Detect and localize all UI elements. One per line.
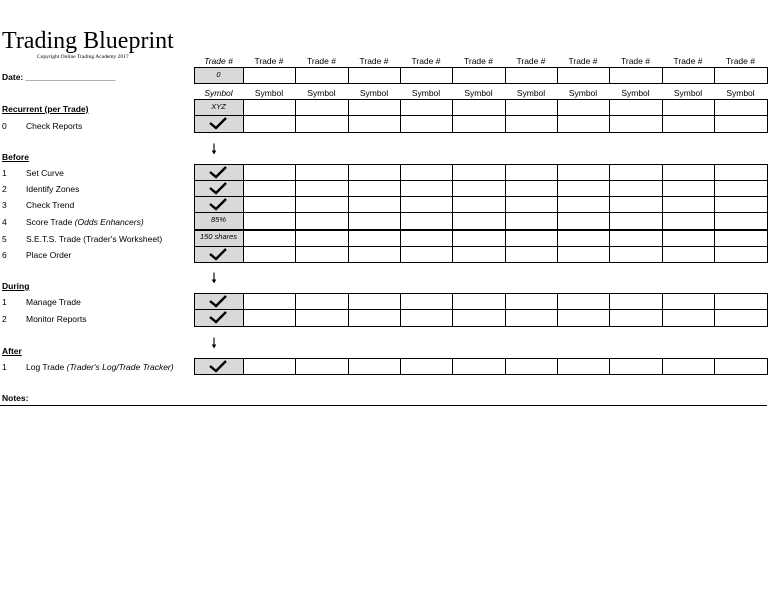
symbol-header: Symbol [621,88,650,98]
check-reports-cell[interactable] [400,115,453,133]
symbol-header: Symbol [726,88,755,98]
symbol-header: Symbol [254,88,284,98]
sets-trade-cell[interactable] [348,229,401,247]
symbol-cell[interactable] [243,99,296,116]
monitor-reports-cell[interactable] [243,309,296,327]
place-order-cell[interactable] [295,246,349,263]
identify-zones-cell[interactable] [348,180,401,197]
manage-trade-cell[interactable] [714,293,768,310]
identify-zones-cell[interactable] [557,180,610,197]
symbol-cell[interactable] [400,99,453,116]
step-log-trade: Log Trade (Trader's Log/Trade Tracker) [26,362,174,372]
step-number: 5 [2,234,7,244]
trade-number-header: Trade # [204,56,233,66]
log-trade-cell[interactable] [505,358,558,375]
trade-number-cell[interactable] [243,67,296,84]
check-trend-cell[interactable] [557,196,610,213]
trade-number-header: Trade # [254,56,284,66]
check-reports-cell[interactable] [243,115,296,133]
step-set-curve: Set Curve [26,168,64,178]
trade-number-value: 0 [216,70,221,79]
sets-trade-cell[interactable] [662,229,715,247]
step-sets-trade: S.E.T.S. Trade (Trader's Worksheet) [26,234,163,244]
symbol-cell[interactable] [714,99,768,116]
trade-number-cell[interactable] [452,67,506,84]
place-order-cell[interactable] [400,246,453,263]
place-order-cell[interactable] [609,246,663,263]
log-trade-cell[interactable] [714,358,768,375]
symbol-header: Symbol [204,88,233,98]
monitor-reports-cell[interactable] [557,309,610,327]
check-reports-cell[interactable] [348,115,401,133]
check-reports-cell[interactable] [295,115,349,133]
score-trade-cell[interactable] [348,212,401,230]
arrow-down-icon: 🠗 [211,335,218,351]
trade-number-cell[interactable] [662,67,715,84]
symbol-header: Symbol [464,88,493,98]
monitor-reports-cell[interactable] [505,309,558,327]
sets-trade-cell[interactable] [400,229,453,247]
identify-zones-cell[interactable] [714,180,768,197]
set-curve-cell[interactable] [452,164,506,181]
trade-number-header: Trade # [726,56,755,66]
step-manage-trade: Manage Trade [26,297,81,307]
manage-trade-cell[interactable] [243,293,296,310]
section-recurrent: Recurrent (per Trade) [2,104,89,114]
trade-number-cell[interactable] [348,67,401,84]
score-trade-cell[interactable] [452,212,506,230]
score-trade-value: 85% [210,215,226,224]
step-number: 6 [2,250,7,260]
log-trade-cell[interactable] [295,358,349,375]
trade-number-cell[interactable] [400,67,453,84]
trade-number-header: Trade # [359,56,389,66]
set-curve-cell[interactable] [557,164,610,181]
place-order-cell[interactable] [505,246,558,263]
symbol-header: Symbol [568,88,598,98]
step-number: 4 [2,217,7,227]
identify-zones-cell[interactable] [295,180,349,197]
identify-zones-cell[interactable] [400,180,453,197]
step-number: 0 [2,121,7,131]
notes-label: Notes: [2,393,29,403]
trade-number-cell[interactable] [714,67,768,84]
manage-trade-cell[interactable] [295,293,349,310]
symbol-value: XYZ [211,102,226,111]
set-curve-cell[interactable] [295,164,349,181]
set-curve-cell[interactable] [348,164,401,181]
step-check-trend: Check Trend [26,200,75,210]
check-trend-cell[interactable] [452,196,506,213]
place-order-cell[interactable] [243,246,296,263]
symbol-cell[interactable] [557,99,610,116]
check-trend-cell[interactable] [714,196,768,213]
check-trend-cell[interactable] [348,196,401,213]
log-trade-cell[interactable] [243,358,296,375]
log-trade-cell[interactable] [348,358,401,375]
trade-number-cell[interactable] [295,67,349,84]
trade-number-cell[interactable] [505,67,558,84]
trade-number-header: Trade # [464,56,493,66]
identify-zones-cell[interactable] [662,180,715,197]
check-reports-cell[interactable] [557,115,610,133]
check-reports-cell[interactable] [505,115,558,133]
monitor-reports-cell[interactable] [662,309,715,327]
checkmark-icon [208,181,228,195]
checkmark-icon [208,165,228,179]
check-reports-cell[interactable] [714,115,768,133]
set-curve-cell[interactable] [400,164,453,181]
log-trade-cell[interactable] [609,358,663,375]
manage-trade-cell[interactable] [348,293,401,310]
score-trade-cell[interactable] [243,212,296,230]
symbol-cell[interactable] [452,99,506,116]
section-after: After [2,346,22,356]
score-trade-cell[interactable] [295,212,349,230]
sets-trade-cell[interactable] [452,229,506,247]
score-trade-cell[interactable] [505,212,558,230]
symbol-header: Symbol [516,88,546,98]
symbol-cell[interactable] [295,99,349,116]
check-reports-cell[interactable] [662,115,715,133]
place-order-cell[interactable] [348,246,401,263]
checkmark-icon [208,197,228,211]
checkmark-icon [208,359,228,373]
score-trade-cell[interactable] [662,212,715,230]
step-number: 1 [2,297,7,307]
log-trade-cell[interactable] [400,358,453,375]
trade-number-cell[interactable] [609,67,663,84]
log-trade-cell[interactable] [557,358,610,375]
step-monitor-reports: Monitor Reports [26,314,87,324]
symbol-cell[interactable] [505,99,558,116]
symbol-header: Symbol [673,88,703,98]
sets-trade-cell[interactable] [243,229,296,247]
check-trend-cell[interactable] [505,196,558,213]
check-trend-cell[interactable] [609,196,663,213]
notes-divider [0,405,767,406]
sets-trade-value: 150 shares [199,232,238,241]
check-trend-cell[interactable] [662,196,715,213]
log-trade-cell[interactable] [452,358,506,375]
symbol-cell[interactable] [348,99,401,116]
step-note: (Trader's Log/Trade Tracker) [66,362,174,372]
trade-number-header: Trade # [411,56,441,66]
trade-number-header: Trade # [673,56,703,66]
symbol-header: Symbol [359,88,389,98]
manage-trade-cell[interactable] [505,293,558,310]
identify-zones-cell[interactable] [609,180,663,197]
symbol-header: Symbol [411,88,441,98]
checkmark-icon [208,294,228,308]
score-trade-cell[interactable] [557,212,610,230]
arrow-down-icon: 🠗 [211,141,218,157]
step-identify-zones: Identify Zones [26,184,80,194]
symbol-header: Symbol [307,88,336,98]
trade-number-cell[interactable] [557,67,610,84]
monitor-reports-cell[interactable] [609,309,663,327]
arrow-down-icon: 🠗 [211,270,218,286]
section-before: Before [2,152,29,162]
manage-trade-cell[interactable] [609,293,663,310]
symbol-cell[interactable] [662,99,715,116]
place-order-cell[interactable] [452,246,506,263]
step-number: 1 [2,168,7,178]
monitor-reports-cell[interactable] [400,309,453,327]
checkmark-icon [208,310,228,324]
set-curve-cell[interactable] [609,164,663,181]
trade-number-header: Trade # [307,56,336,66]
trade-number-header: Trade # [568,56,598,66]
step-check-reports: Check Reports [26,121,83,131]
identify-zones-cell[interactable] [452,180,506,197]
set-curve-cell[interactable] [714,164,768,181]
checkmark-icon [208,116,228,130]
step-number: 3 [2,200,7,210]
set-curve-cell[interactable] [243,164,296,181]
step-number: 2 [2,314,7,324]
monitor-reports-cell[interactable] [348,309,401,327]
date-label: Date: ___________________ [2,72,116,82]
set-curve-cell[interactable] [505,164,558,181]
copyright: Copyright Online Trading Academy 2017 [37,54,129,60]
step-number: 1 [2,362,7,372]
trade-number-header: Trade # [516,56,546,66]
check-trend-cell[interactable] [243,196,296,213]
check-reports-cell[interactable] [452,115,506,133]
manage-trade-cell[interactable] [662,293,715,310]
symbol-cell[interactable] [609,99,663,116]
score-trade-cell[interactable] [400,212,453,230]
monitor-reports-cell[interactable] [714,309,768,327]
sets-trade-cell[interactable] [714,229,768,247]
check-trend-cell[interactable] [400,196,453,213]
sets-trade-cell[interactable] [505,229,558,247]
check-reports-cell[interactable] [609,115,663,133]
set-curve-cell[interactable] [662,164,715,181]
sets-trade-cell[interactable] [609,229,663,247]
log-trade-cell[interactable] [662,358,715,375]
manage-trade-cell[interactable] [400,293,453,310]
identify-zones-cell[interactable] [505,180,558,197]
score-trade-cell[interactable] [609,212,663,230]
sets-trade-cell[interactable] [557,229,610,247]
step-note: (Odds Enhancers) [74,217,144,227]
place-order-cell[interactable] [662,246,715,263]
step-number: 2 [2,184,7,194]
section-during: During [2,281,30,291]
sets-trade-cell[interactable] [295,229,349,247]
check-trend-cell[interactable] [295,196,349,213]
monitor-reports-cell[interactable] [295,309,349,327]
trade-number-header: Trade # [621,56,650,66]
step-place-order: Place Order [26,250,72,260]
manage-trade-cell[interactable] [557,293,610,310]
score-trade-cell[interactable] [714,212,768,230]
page-title: Trading Blueprint [2,28,174,54]
checkmark-icon [208,247,228,261]
manage-trade-cell[interactable] [452,293,506,310]
place-order-cell[interactable] [557,246,610,263]
monitor-reports-cell[interactable] [452,309,506,327]
identify-zones-cell[interactable] [243,180,296,197]
place-order-cell[interactable] [714,246,768,263]
step-score-trade: Score Trade (Odds Enhancers) [26,217,144,227]
